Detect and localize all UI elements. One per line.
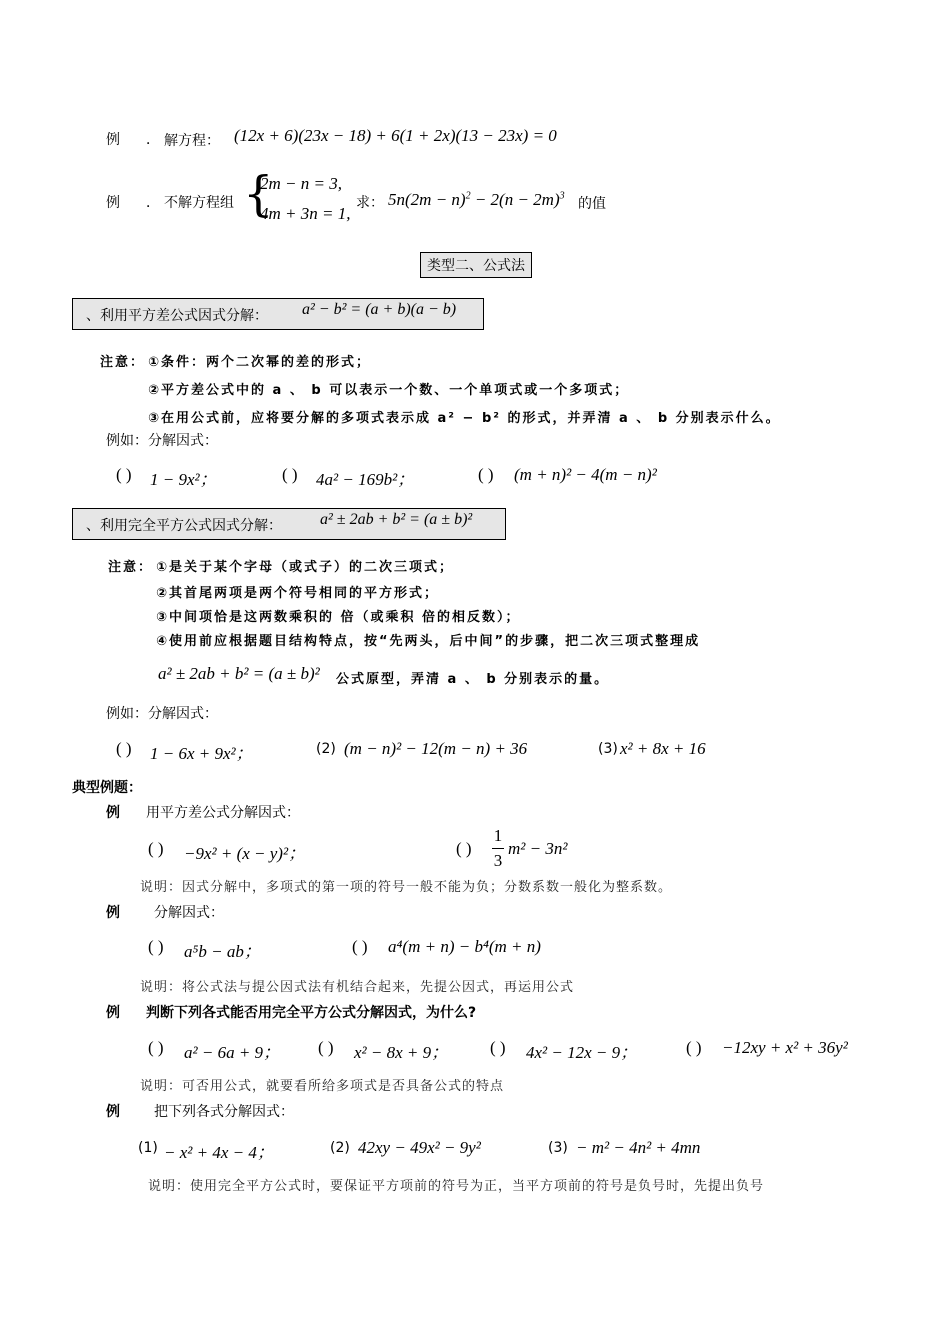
example-2-expression: $5n(2m - n)^2 - 2(n - 2m)^3$ — [388, 190, 565, 209]
example-1-equation: (12x + 6)(23x − 18) + 6(1 + 2x)(13 − 23x) = 0 — [234, 126, 557, 145]
system-eq-2: 4m + 3n = 1, — [260, 204, 351, 223]
notes-2-item-5: 公式原型，弄清 a 、 b 分别表示的量。 — [336, 672, 610, 687]
type-2-title: 类型二、公式法 — [420, 252, 532, 278]
problem-2-item-2-index: ( ) — [352, 937, 368, 956]
example-2-label: 例 — [106, 195, 120, 211]
problem-1-fraction: 1 3 — [493, 826, 503, 870]
problem-4-note: 说明：使用完全平方公式时，要保证平方项前的符号为正，当平方项前的符号是负号时，先提出负号 — [148, 1179, 765, 1194]
section-2-formula: a² ± 2ab + b² = (a ± b)² — [320, 511, 473, 528]
section-1-formula: a² − b² = (a + b)(a − b) — [302, 301, 457, 318]
problem-3-text: 判断下列各式能否用完全平方公式分解因式，为什么? — [146, 1005, 477, 1021]
section-2-item-1: 1 − 6x + 9x²； — [150, 744, 253, 763]
problem-1-text: 用平方差公式分解因式： — [146, 805, 300, 821]
problem-3-item-1-index: ( ) — [148, 1038, 164, 1057]
example-2-ask: 求： — [356, 195, 384, 211]
example-2-dot: ． — [146, 195, 160, 211]
problem-1-item-1-index: ( ) — [148, 839, 164, 858]
example-1-dot: ． — [146, 132, 160, 148]
section-1-item-3: (m + n)² − 4(m − n)² — [514, 465, 657, 484]
section-1-item-1-index: ( ) — [116, 465, 132, 484]
example-1-text: 解方程： — [164, 133, 220, 149]
problem-2-label: 例 — [106, 905, 120, 921]
section-1-item-3-index: ( ) — [478, 465, 494, 484]
problem-3-item-2-index: ( ) — [318, 1038, 334, 1057]
notes-1-item-2: ②平方差公式中的 a 、 b 可以表示一个数、一个单项式或一个多项式； — [148, 383, 630, 398]
problem-1-item-2: m² − 3n² — [508, 839, 568, 858]
example-label-1: 例如：分解因式： — [106, 433, 218, 449]
section-1-item-2: 4a² − 169b²； — [316, 470, 415, 489]
notes-2-item-2: ②其首尾两项是两个符号相同的平方形式； — [156, 586, 440, 601]
section-2-item-3: x² + 8x + 16 — [620, 739, 706, 758]
problem-2-item-1-index: ( ) — [148, 937, 164, 956]
problem-3-item-3-index: ( ) — [490, 1038, 506, 1057]
problem-3-item-1: a² − 6a + 9； — [184, 1043, 281, 1062]
section-2-item-2-index: (2) — [316, 741, 336, 757]
system-eq-1: 2m − n = 3, — [260, 174, 342, 193]
notes-1-head: 注意： — [100, 355, 146, 370]
section-1-item-1: 1 − 9x²； — [150, 470, 217, 489]
section-1-item-2-index: ( ) — [282, 465, 298, 484]
problem-3-item-4: −12xy + x² + 36y² — [722, 1038, 848, 1057]
section-2-item-3-index: (3) — [598, 741, 618, 757]
problem-3-item-4-index: ( ) — [686, 1038, 702, 1057]
problem-4-item-3-index: (3) — [548, 1140, 568, 1156]
problem-4-item-2: 42xy − 49x² − 9y² — [358, 1138, 481, 1157]
problem-2-item-1: a⁵b − ab； — [184, 942, 261, 961]
problem-1-item-2-index: ( ) — [456, 839, 472, 858]
problem-4-text: 把下列各式分解因式： — [154, 1104, 294, 1120]
problem-2-item-2: a⁴(m + n) − b⁴(m + n) — [388, 937, 541, 956]
notes-2-head: 注意： — [108, 560, 154, 575]
notes-2-item-1: ①是关于某个字母（或式子）的二次三项式； — [156, 560, 455, 575]
example-2-text: 不解方程组 — [164, 195, 234, 211]
example-1-label: 例 — [106, 132, 120, 148]
notes-2-item-3: ③中间项恰是这两数乘积的 倍（或乘积 倍的相反数）； — [156, 610, 521, 625]
example-2-suffix: 的值 — [578, 196, 606, 212]
typical-examples-heading: 典型例题： — [72, 780, 142, 796]
problem-4-label: 例 — [106, 1104, 120, 1120]
section-1-label: 、利用平方差公式因式分解： — [86, 308, 268, 324]
problem-1-label: 例 — [106, 805, 120, 821]
problem-4-item-2-index: (2) — [330, 1140, 350, 1156]
system-brace: { — [243, 166, 274, 222]
problem-3-item-3: 4x² − 12x − 9； — [526, 1043, 638, 1062]
section-2-label: 、利用完全平方公式因式分解： — [86, 518, 282, 534]
notes-1-item-1: ①条件：两个二次幂的差的形式； — [148, 355, 372, 370]
example-label-2: 例如：分解因式： — [106, 706, 218, 722]
problem-4-item-3: − m² − 4n² + 4mn — [576, 1138, 701, 1157]
problem-1-item-1: −9x² + (x − y)²； — [184, 844, 306, 863]
notes-2-item-4: ④使用前应根据题目结构特点，按“先两头，后中间”的步骤，把二次三项式整理成 — [156, 634, 701, 649]
section-2-item-2: (m − n)² − 12(m − n) + 36 — [344, 739, 528, 758]
problem-3-note: 说明：可否用公式，就要看所给多项式是否具备公式的特点 — [140, 1079, 505, 1094]
problem-3-label: 例 — [106, 1005, 120, 1021]
notes-1-item-3: ③在用公式前，应将要分解的多项式表示成 a² − b² 的形式，并弄清 a 、 b 分别表示什么。 — [148, 411, 781, 426]
notes-2-formula: a² ± 2ab + b² = (a ± b)² — [158, 664, 320, 683]
section-2-item-1-index: ( ) — [116, 739, 132, 758]
problem-4-item-1: − x² + 4x − 4； — [164, 1143, 274, 1162]
problem-1-note: 说明：因式分解中，多项式的第一项的符号一般不能为负；分数系数一般化为整系数。 — [140, 880, 673, 895]
problem-2-note: 说明：将公式法与提公因式法有机结合起来，先提公因式，再运用公式 — [140, 980, 575, 995]
problem-3-item-2: x² − 8x + 9； — [354, 1043, 449, 1062]
problem-4-item-1-index: (1) — [138, 1140, 158, 1156]
problem-2-text: 分解因式： — [154, 905, 224, 921]
